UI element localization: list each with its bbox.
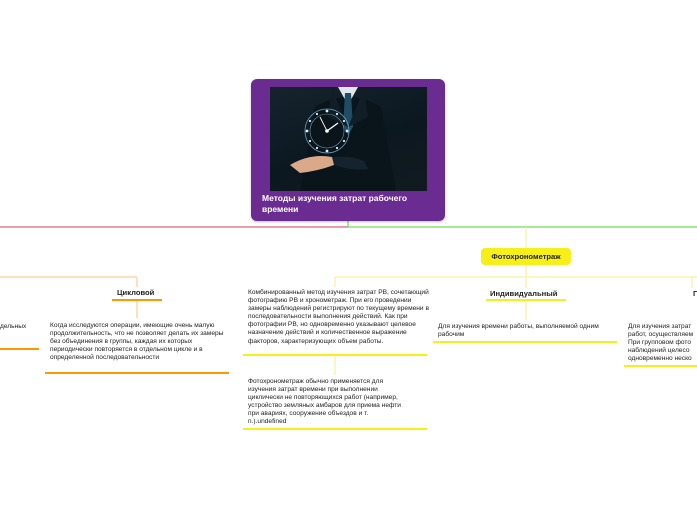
root-title: Методы изучения затрат рабочего времени [262,193,408,214]
photochrono-description-1: Комбинированный метод изучения затрат РВ, сочетающий фотографию РВ и хронометраж. При его проведении замеры наблюдений регистрируют по текущему времени в последовательности выполнения действий. Как при фотографии РВ, но одновременно указывают целевое назначение действий и количественное выражение факторов, характеризующих объем работы. [248,289,429,345]
businessman-clock-photo [270,87,427,191]
right-branch-line [348,221,697,227]
group-label[interactable]: Г [693,289,697,298]
cyclic-description: Когда исследуются операции, имеющие очень малую продолжительность, что не позволяет делать их замеры без объединения в группы, каждая их которых периодически повторяется в отдельном цикле и в определенной последовательности [50,322,224,362]
individual-description: Для изучения времени работы, выполняемой одним рабочим [438,323,599,339]
cyclic-label[interactable]: Цикловой [117,288,155,297]
left-branch-line [0,221,348,227]
individual-label[interactable]: Индивидуальный [490,289,558,298]
photochrono-node[interactable]: Фотохронометраж [481,248,571,265]
left-partial-text: дельных [0,323,27,330]
group-description: Для изучения затрат работ, осуществляем При групповом фото наблюдений целесо одновременно неско [628,323,694,363]
clock-hand-illustration [270,87,427,191]
photochrono-description-2: Фотохронометраж обычно применяется для изучения затрат времени при выполнении циклически не повторяющихся работ (например, устройство земляных амбаров для приема нефти при авариях, сооружение объездов и т. п.).undefined [248,378,401,426]
root-node[interactable] [251,79,445,221]
